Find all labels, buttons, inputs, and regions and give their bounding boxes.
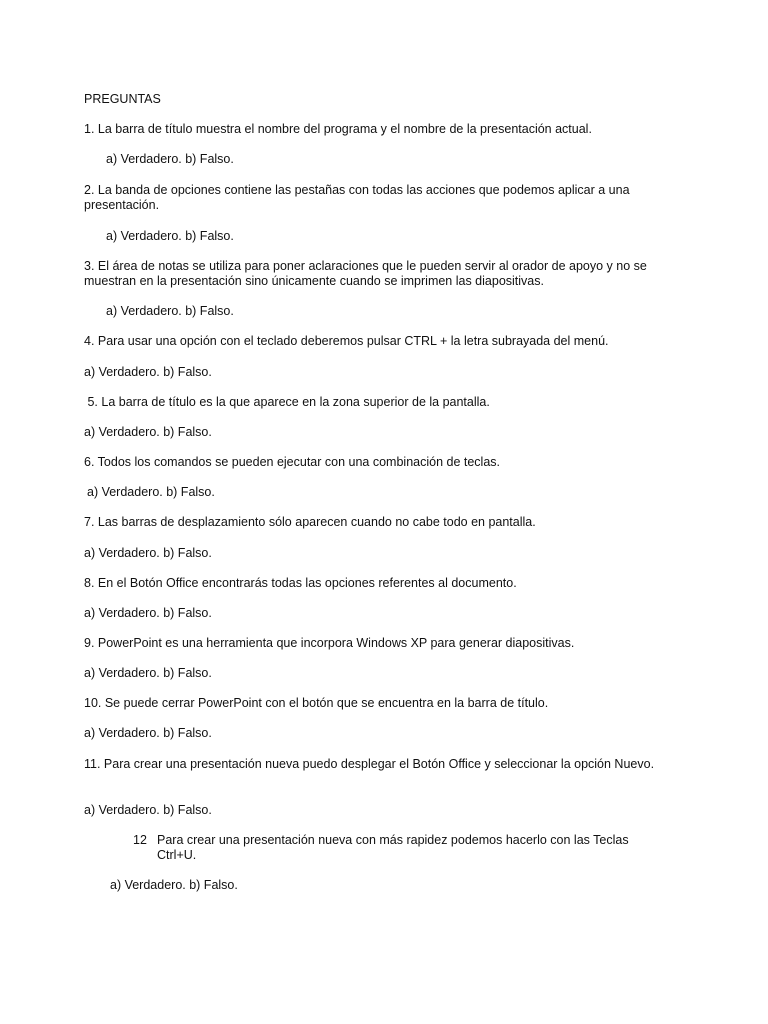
answer-1: a) Verdadero. b) Falso. <box>106 152 234 166</box>
answer-5: a) Verdadero. b) Falso. <box>84 425 212 439</box>
question-4: 4. Para usar una opción con el teclado deberemos pulsar CTRL + la letra subrayada del menú. <box>84 334 609 348</box>
question-7: 7. Las barras de desplazamiento sólo aparecen cuando no cabe todo en pantalla. <box>84 515 536 529</box>
answer-9: a) Verdadero. b) Falso. <box>84 666 212 680</box>
question-3: 3. El área de notas se utiliza para poner aclaraciones que le pueden servir al orador de apoyo y no se muestran en la presentación sino únicamente cuando se imprimen las diapositivas. <box>84 259 647 288</box>
page-title: PREGUNTAS <box>84 92 161 106</box>
question-12-number: 12 <box>133 833 147 847</box>
answer-4: a) Verdadero. b) Falso. <box>84 365 212 379</box>
question-11: 11. Para crear una presentación nueva puedo desplegar el Botón Office y seleccionar la opción Nuevo. <box>84 757 655 771</box>
question-8: 8. En el Botón Office encontrarás todas las opciones referentes al documento. <box>84 576 517 590</box>
answer-8: a) Verdadero. b) Falso. <box>84 606 212 620</box>
question-1: 1. La barra de título muestra el nombre del programa y el nombre de la presentación actual. <box>84 122 592 136</box>
answer-12: a) Verdadero. b) Falso. <box>110 878 238 892</box>
answer-7: a) Verdadero. b) Falso. <box>84 546 212 560</box>
answer-2: a) Verdadero. b) Falso. <box>106 229 234 243</box>
question-6: 6. Todos los comandos se pueden ejecutar con una combinación de teclas. <box>84 455 501 469</box>
question-5: 5. La barra de título es la que aparece en la zona superior de la pantalla. <box>84 395 490 409</box>
answer-10: a) Verdadero. b) Falso. <box>84 726 212 740</box>
answer-3: a) Verdadero. b) Falso. <box>106 304 234 318</box>
answer-11: a) Verdadero. b) Falso. <box>84 803 212 817</box>
question-2: 2. La banda de opciones contiene las pestañas con todas las acciones que podemos aplicar a una presentación. <box>84 183 630 212</box>
answer-6: a) Verdadero. b) Falso. <box>87 485 215 499</box>
question-12: Para crear una presentación nueva con más rapidez podemos hacerlo con las Teclas Ctrl+U. <box>157 833 629 862</box>
question-9: 9. PowerPoint es una herramienta que incorpora Windows XP para generar diapositivas. <box>84 636 575 650</box>
question-10: 10. Se puede cerrar PowerPoint con el botón que se encuentra en la barra de título. <box>84 696 549 710</box>
